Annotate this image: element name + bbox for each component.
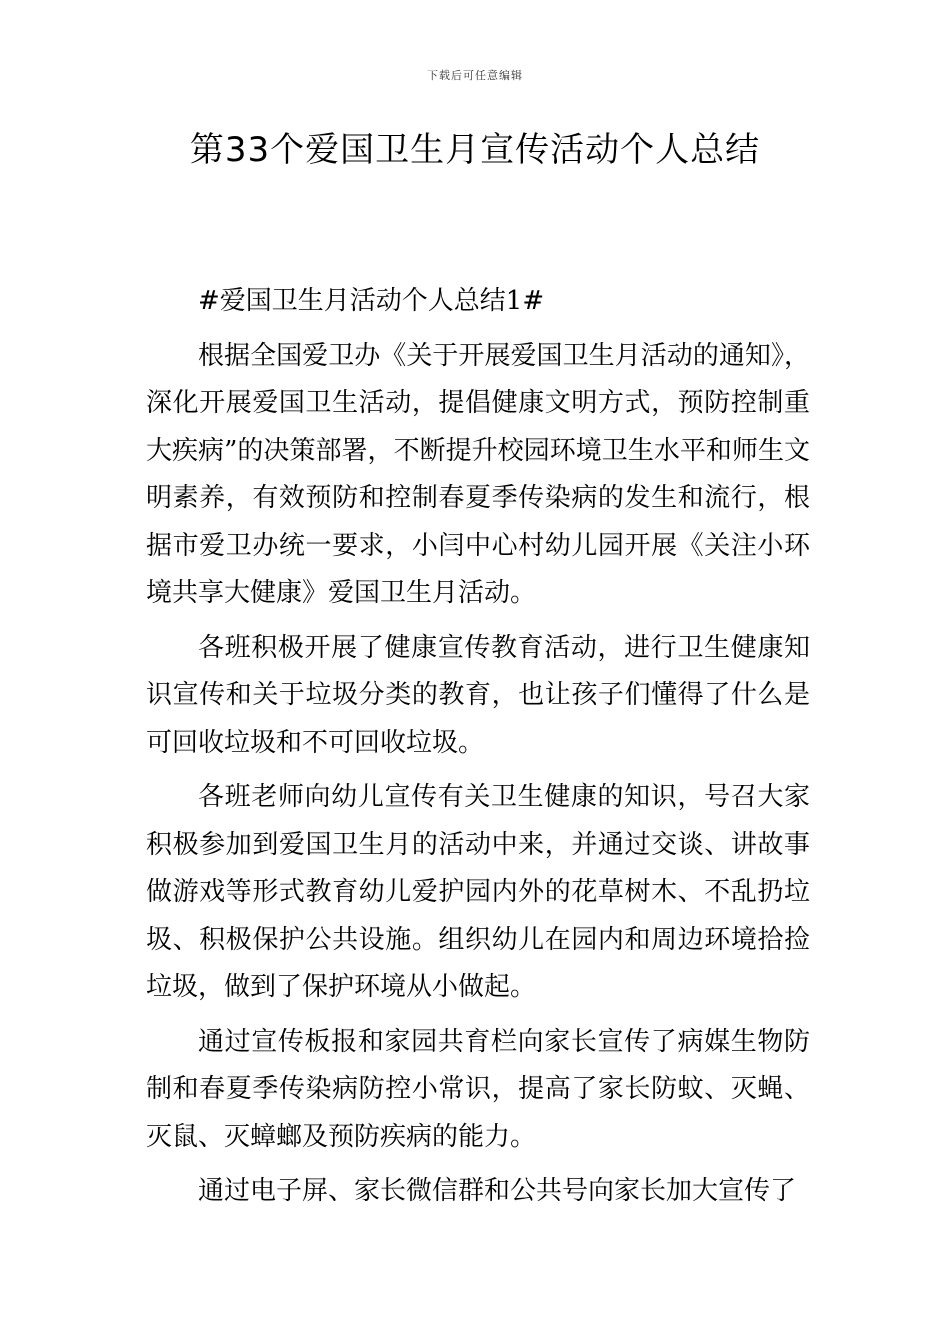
paragraph: 根据全国爱卫办《关于开展爱国卫生月活动的通知》，深化开展爱国卫生活动，提倡健康文明方式，预防控制重大疾病”的决策部署，不断提升校园环境卫生水平和师生文明素养，有效预防和控制春夏季传染病的发生和流行，根据市爱卫办统一要求，小闫中心村幼儿园开展《关注小环境共享大健康》爱国卫生月活动。 bbox=[146, 340, 810, 608]
paragraph: 通过宣传板报和家园共育栏向家长宣传了病媒生物防制和春夏季传染病防控小常识，提高了家长防蚊、灭蝇、灭鼠、灭蟑螂及预防疾病的能力。 bbox=[146, 1026, 810, 1152]
document-body bbox=[146, 278, 810, 1223]
paragraph: 各班老师向幼儿宣传有关卫生健康的知识，号召大家积极参加到爱国卫生月的活动中来，并通过交谈、讲故事做游戏等形式教育幼儿爱护园内外的花草树木、不乱扔垃圾、积极保护公共设施。组织幼儿在园内和周边环境拾捡垃圾，做到了保护环境从小做起。 bbox=[146, 782, 810, 1002]
paragraph: 各班积极开展了健康宣传教育活动，进行卫生健康知识宣传和关于垃圾分类的教育，也让孩子们懂得了什么是可回收垃圾和不可回收垃圾。 bbox=[146, 632, 810, 758]
header-note: 下载后可任意编辑 bbox=[427, 69, 523, 82]
section-heading: #爱国卫生月活动个人总结1# bbox=[198, 286, 545, 316]
paragraph: 通过电子屏、家长微信群和公共号向家长加大宣传了 bbox=[198, 1176, 797, 1206]
document-title: 第33个爱国卫生月宣传活动个人总结 bbox=[189, 130, 761, 170]
